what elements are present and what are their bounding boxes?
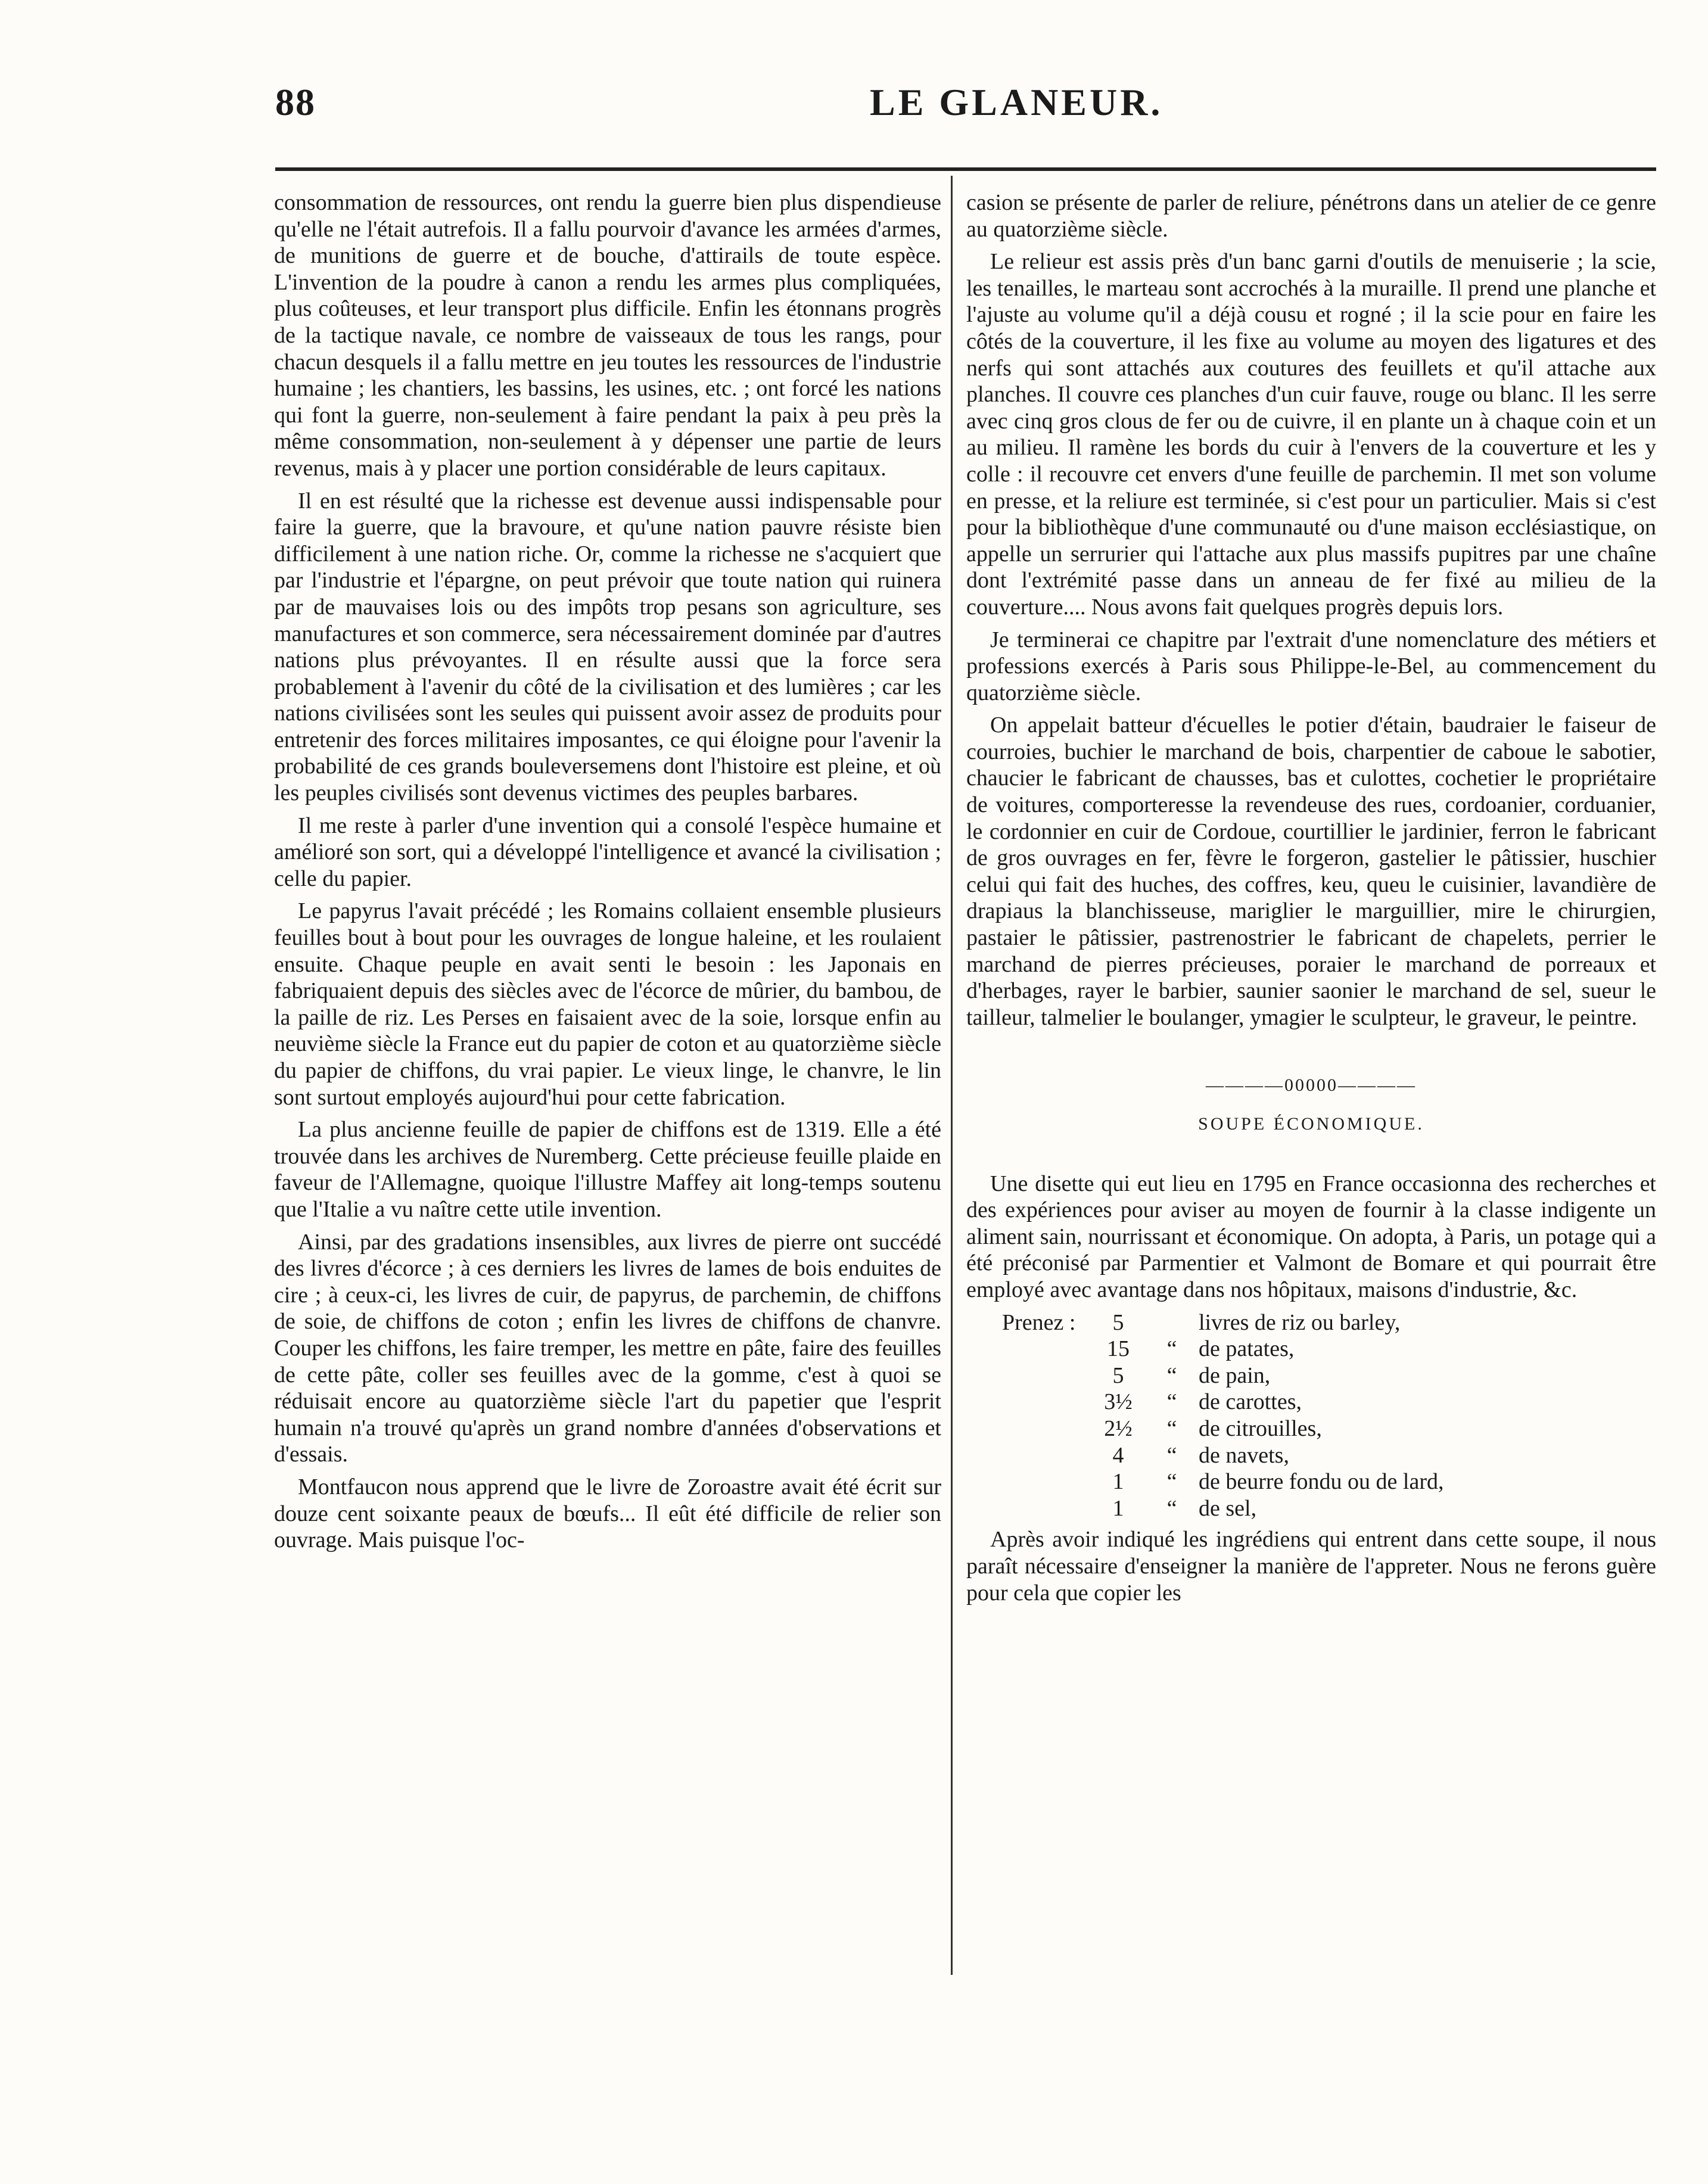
paragraph: Montfaucon nous apprend que le livre de Zoroastre avait été écrit sur douze cent soixante peaux de bœufs... Il eût été difficile de relier son ouvrage. Mais puisque l'oc- bbox=[274, 1474, 941, 1553]
recipe-ingredient: de citrouilles, bbox=[1199, 1415, 1322, 1441]
paragraph: Le papyrus l'avait précédé ; les Romains collaient ensemble plusieurs feuilles bout à bout pour les ouvrages de longue haleine, et les roulaient ensuite. Chaque peuple en avait senti le besoin : les Japonais en fabriquaient depuis des siècles avec de l'écorce de mûrier, du bambou, de la paille de riz. Les Perses en faisaient avec de la soie, lorsque enfin au neuvième siècle la France eut du papier de coton et au quatorzième siècle du papier de chiffons, du vrai papier. Le vieux linge, le chanvre, le lin sont surtout employés aujourd'hui pour cette fabrication. bbox=[274, 898, 941, 1110]
paragraph: On appelait batteur d'écuelles le potier d'étain, baudraier le faiseur de courroies, buchier le marchand de bois, charpentier de caboue le sabotier, chaucier le fabricant de chausses, bas et culottes, cochetier le propriétaire de voitures, comporteresse la revendeuse des rues, cordoanier, corduanier, le cordonnier en cuir de Cordoue, courtillier le jardinier, ferron le fabricant de gros ouvrages en fer, fèvre le forgeron, gastelier le pâtissier, huschier celui qui fait des huches, des coffres, keu, queu le cuisinier, lavandière de drapiaus la blanchisseuse, mariglier le marguillier, mire le chirurgien, pastaier le pâtissier, pastrenostrier le fabricant de chapelets, perrier le marchand de pierres précieuses, poraier le marchand de porreaux et d'herbages, rayer le barbier, saunier saonier le marchand de sel, sueur le tailleur, talmelier le boulanger, ymagier le sculpteur, le graveur, le peintre. bbox=[966, 713, 1656, 1030]
recipe-ingredient: de sel, bbox=[1199, 1495, 1257, 1521]
recipe-quantity: 1 bbox=[1112, 1495, 1124, 1521]
recipe-prefix bbox=[1002, 1389, 1091, 1415]
recipe-list bbox=[1002, 1309, 1656, 1522]
recipe-ditto-mark: “ bbox=[1166, 1362, 1177, 1388]
recipe-quantity: 5 bbox=[1112, 1309, 1124, 1335]
recipe-ditto-mark: “ bbox=[1166, 1415, 1177, 1441]
recipe-row bbox=[1002, 1336, 1656, 1362]
recipe-row bbox=[1002, 1362, 1656, 1389]
recipe-ingredient: de beurre fondu ou de lard, bbox=[1199, 1469, 1444, 1495]
recipe-prefix bbox=[1002, 1495, 1091, 1522]
header-rule bbox=[275, 167, 1656, 171]
recipe-quantity: 2½ bbox=[1104, 1415, 1133, 1441]
recipe-prefix bbox=[1002, 1442, 1091, 1469]
divider-mark: ———— bbox=[1206, 1075, 1284, 1096]
paragraph: casion se présente de parler de reliure, pénétrons dans un atelier de ce genre au quatorzième siècle. bbox=[966, 190, 1656, 242]
recipe-quantity: 1 bbox=[1112, 1469, 1124, 1495]
recipe-quantity: 4 bbox=[1112, 1442, 1124, 1468]
divider-ornament: 00000 bbox=[1284, 1075, 1338, 1096]
divider-mark: ———— bbox=[1338, 1075, 1417, 1096]
recipe-row bbox=[1002, 1309, 1656, 1336]
recipe-prefix bbox=[1002, 1336, 1091, 1362]
recipe-row bbox=[1002, 1389, 1656, 1415]
paragraph: La plus ancienne feuille de papier de chiffons est de 1319. Elle a été trouvée dans les archives de Nuremberg. Cette précieuse feuille plaide en faveur de l'Allemagne, quoique l'illustre Maffey ait long-temps soutenu que l'Italie a vu naître cette utile invention. bbox=[274, 1117, 941, 1222]
left-column bbox=[274, 189, 941, 1560]
paragraph: consommation de ressources, ont rendu la guerre bien plus dispendieuse qu'elle ne l'était autrefois. Il a fallu pourvoir d'avance les armées d'armes, de munitions de guerre et de bouche, d'attirails de toute espèce. L'invention de la poudre à canon a rendu les armes plus compliquées, plus coûteuses, et leur transport plus difficile. Enfin les étonnans progrès de la tactique navale, ce nombre de vaisseaux de tous les rangs, pour chacun desquels il a fallu mettre en jeu toutes les ressources de l'industrie humaine ; les chantiers, les bassins, les usines, etc. ; ont forcé les nations qui font la guerre, non-seulement à faire pendant la paix à peu près la même consommation, non-seulement à y dépenser une partie de leurs revenus, mais à y placer une portion considérable de leurs capitaux. bbox=[274, 190, 941, 481]
recipe-row bbox=[1002, 1442, 1656, 1469]
page-number: 88 bbox=[275, 81, 316, 123]
column-divider bbox=[951, 176, 953, 1975]
section-divider bbox=[966, 1072, 1656, 1099]
recipe-row bbox=[1002, 1495, 1656, 1522]
page-title: LE GLANEUR. bbox=[870, 81, 1163, 123]
paragraph: Après avoir indiqué les ingrédiens qui entrent dans cette soupe, il nous paraît nécessaire d'enseigner la manière de l'appreter. Nous ne ferons guère pour cela que copier les bbox=[966, 1527, 1656, 1606]
recipe-ditto-mark: “ bbox=[1166, 1336, 1177, 1362]
right-column bbox=[966, 189, 1656, 1612]
paragraph: Le relieur est assis près d'un banc garni d'outils de menuiserie ; la scie, les tenailles, le marteau sont accrochés à la muraille. Il prend une planche et l'ajuste au volume qu'il a déjà cousu et rogné ; il la scie pour en faire les côtés de la couverture, il les fixe au volume au moyen des ligatures et des nerfs qui sont attachés aux coutures des feuillets et qu'il attache aux planches. Il couvre ces planches d'un cuir fauve, rouge ou blanc. Il les serre avec cinq gros clous de fer ou de cuivre, il en plante un à chaque coin et un au milieu. Il ramène les bords du cuir à l'envers de la couverture et les y colle : il recouvre cet envers d'une feuille de parchemin. Il met son volume en presse, et la reliure est terminée, si c'est pour un particulier. Mais si c'est pour la bibliothèque d'une communauté ou d'une maison ecclésiastique, on appelle un serrurier qui l'attache aux plus massifs pupitres par une chaîne dont l'extrémité passe dans un anneau de fer fixé au milieu de la couverture.... Nous avons fait quelques progrès depuis lors. bbox=[966, 249, 1656, 620]
recipe-row bbox=[1002, 1415, 1656, 1442]
recipe-quantity: 15 bbox=[1107, 1336, 1130, 1362]
paragraph: Il en est résulté que la richesse est devenue aussi indispensable pour faire la guerre, que la bravoure, et qu'une nation pauvre résiste bien difficilement à une nation riche. Or, comme la richesse ne s'acquiert que par l'industrie et l'épargne, on peut prévoir que toute nation qui ruinera par de mauvaises lois ou des impôts trop pesans son agriculture, ses manufactures et son commerce, sera nécessairement dominée par d'autres nations plus prévoyantes. Il en résulte aussi que la force sera probablement à l'avenir du côté de la civilisation et des lumières ; car les nations civilisées sont les seules qui puissent avoir assez de produits pour entretenir des forces militaires imposantes, ce qui éloigne pour l'avenir la probabilité de ces grands bouleversemens dont l'histoire est pleine, et où les peuples civilisés sont devenus victimes des peuples barbares. bbox=[274, 488, 941, 806]
recipe-row bbox=[1002, 1469, 1656, 1495]
recipe-quantity: 5 bbox=[1112, 1362, 1124, 1388]
paragraph: Ainsi, par des gradations insensibles, aux livres de pierre ont succédé des livres d'écorce ; à ces derniers les livres de lames de bois enduites de cire ; à ceux-ci, les livres de cuir, de papyrus, de parchemin, de chiffons de soie, de chiffons de coton ; enfin les livres de chiffons de chanvre. Couper les chiffons, les faire tremper, les mettre en pâte, faire des feuilles de cette pâte, coller ses feuilles avec de la gomme, c'est à quoi se réduisait encore au quatorzième siècle l'art du papetier que l'esprit humain n'a trouvé qu'après un grand nombre d'années d'observations et d'essais. bbox=[274, 1229, 941, 1467]
recipe-prefix bbox=[1002, 1415, 1091, 1442]
paragraph: Il me reste à parler d'une invention qui a consolé l'espèce humaine et amélioré son sort, qui a développé l'intelligence et avancé la civilisation ; celle du papier. bbox=[274, 813, 941, 891]
recipe-ditto-mark bbox=[1145, 1309, 1199, 1336]
recipe-ditto-mark: “ bbox=[1166, 1469, 1177, 1495]
recipe-ditto-mark: “ bbox=[1166, 1495, 1177, 1521]
recipe-prefix bbox=[1002, 1362, 1091, 1389]
recipe-ingredient: livres de riz ou barley, bbox=[1199, 1309, 1401, 1335]
paragraph: Une disette qui eut lieu en 1795 en France occasionna des recherches et des expériences pour aviser au moyen de fournir à la classe indigente un aliment sain, nourrissant et économique. On adopta, à Paris, un potage qui a été préconisé par Parmentier et Valmont de Bomare et qui pourrait être employé avec avantage dans nos hôpitaux, maisons d'industrie, &c. bbox=[966, 1171, 1656, 1302]
recipe-quantity: 3½ bbox=[1104, 1389, 1133, 1415]
recipe-ditto-mark: “ bbox=[1166, 1442, 1177, 1468]
recipe-ingredient: de pain, bbox=[1199, 1362, 1271, 1388]
recipe-ingredient: de carottes, bbox=[1199, 1389, 1302, 1415]
section-title: SOUPE ÉCONOMIQUE. bbox=[1198, 1114, 1424, 1134]
paragraph: Je terminerai ce chapitre par l'extrait d'une nomenclature des métiers et professions exercés à Paris sous Philippe-le-Bel, au commencement du quatorzième siècle. bbox=[966, 627, 1656, 705]
recipe-prefix bbox=[1002, 1469, 1091, 1495]
recipe-ingredient: de patates, bbox=[1199, 1336, 1295, 1362]
recipe-prefix: Prenez : bbox=[1002, 1309, 1076, 1335]
recipe-ditto-mark: “ bbox=[1166, 1389, 1177, 1415]
recipe-ingredient: de navets, bbox=[1199, 1442, 1289, 1468]
